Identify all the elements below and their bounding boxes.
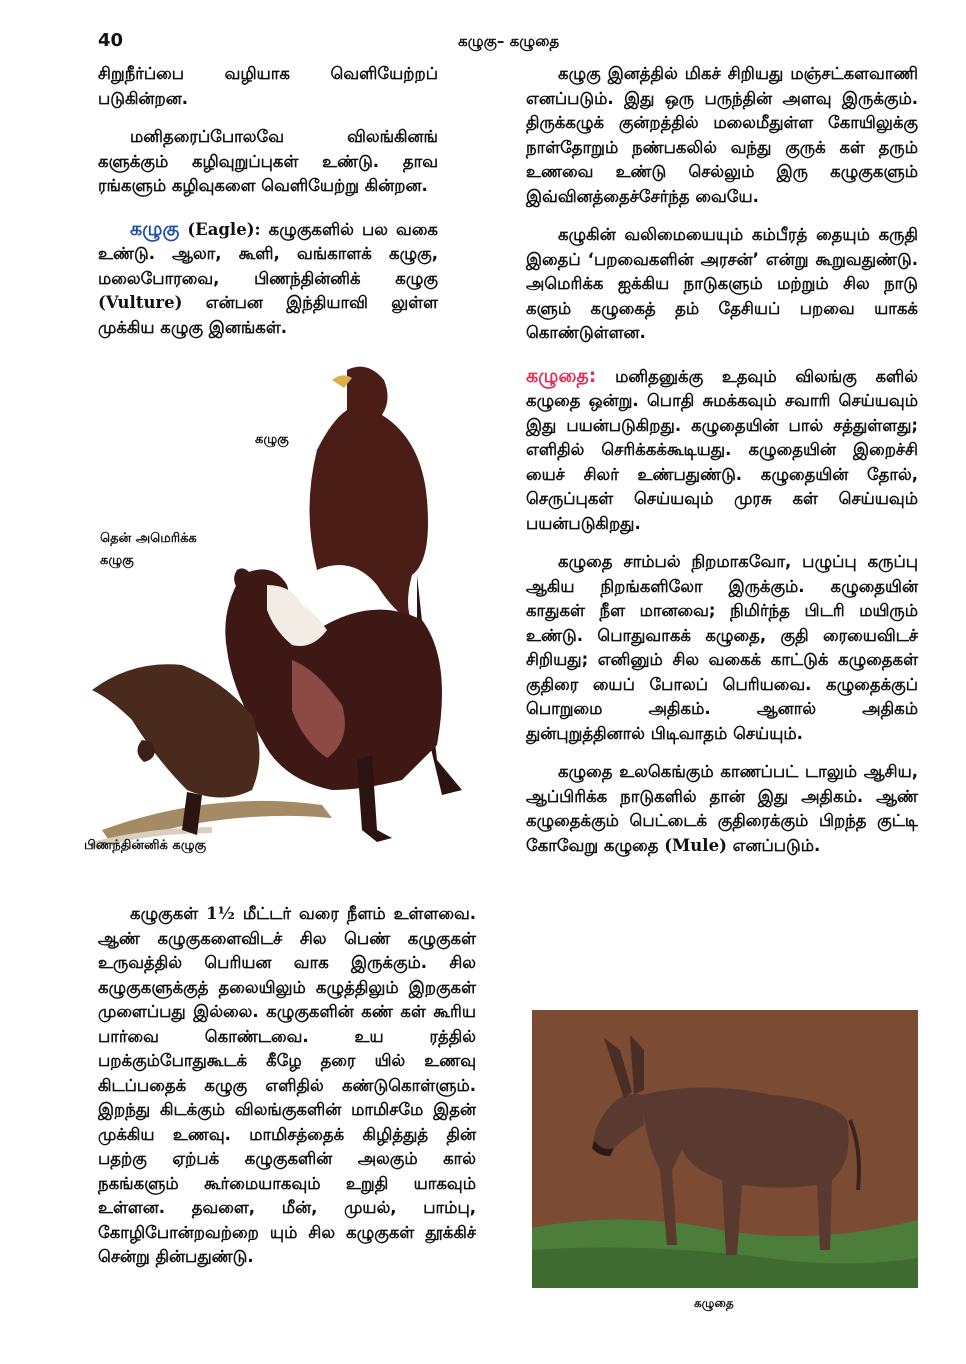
eagle-english: (Eagle):	[187, 219, 261, 239]
text: மீட்டர் வரை நீளம் உள்ளவை. ஆண் கழுகுகளைவிடச் சில பெண் கழுகுகள் உருவத்தில் பெரியன வாக இருக்கும். சில கழுகுகளுக்குத் தலையிலும் கழுத்திலும் இறகுகள் முளைப்பது இல்லை. கழுகுகளின் கண் கள் கூரிய பார்வை கொண்டவை. உய ரத்தில் பறக்கும்போதுகூடக் கீழே தரை யில் உணவு கிடப்பதைக் கழுகு எளிதில் கண்டுகொள்ளும். இறந்து கிடக்கும் விலங்குகளின் மாமிசமே இதன் முக்கிய உணவு. மாமிசத்தைக் கிழித்துத் தின் பதற்கு ஏற்பக் கழுகுகளின் அலகும் கால் நகங்களும் கூர்மையாகவும் உறுதி யாகவும் உள்ளன. தவளை, மீன், முயல், பாம்பு, கோழிபோன்றவற்றை யும் சில கழுகுகள் தூக்கிச் சென்று தின்பதுண்டு.	[98, 904, 477, 1266]
eagle-caption: கழுகு	[255, 432, 289, 447]
text: கழுகுகள்	[130, 904, 199, 923]
page-header	[98, 30, 918, 58]
paragraph: கழுகு இனத்தில் மிகச் சிறியது மஞ்சட்களவாணி எனப்படும். இது ஒரு பருந்தின் அளவு இருக்கும். திருக்கழுக் குன்றத்தில் மலைமீதுள்ள கோயிலுக்கு நாள்தோறும் நண்பகலில் வந்து குருக் கள் தரும் உணவை உண்டு செல்லும் இரு கழுகுகளும் இவ்வினத்தைச்சேர்ந்த வையே.	[526, 64, 918, 206]
donkey-caption: கழுதை	[694, 1296, 734, 1310]
donkey-image	[532, 1010, 918, 1288]
eagle-paragraph	[98, 217, 438, 341]
birds-image	[92, 360, 492, 860]
paragraph	[526, 760, 918, 858]
donkey-paragraph	[526, 364, 918, 537]
paragraph	[98, 902, 476, 1270]
donkey-illustration	[532, 1010, 918, 1288]
condor-caption-text: தென் அமெரிக்க கழுகு	[100, 531, 197, 568]
vulture-caption: பிணந்தின்னிக் கழுகு	[84, 838, 207, 853]
birds-illustration	[92, 360, 492, 860]
page-number: 40	[98, 30, 124, 51]
paragraph: சிறுநீர்ப்பை வழியாக வெளியேற்றப் படுகின்றன.	[98, 64, 438, 108]
condor-caption	[100, 528, 230, 572]
paragraph: மனிதரைப்போலவே விலங்கினங் களுக்கும் கழிவுறுப்புகள் உண்டு. தாவ ரங்களும் கழிவுகளை வெளியேற்று கின்றன.	[98, 127, 438, 195]
mule-english: (Mule)	[664, 835, 727, 855]
fraction: 1½	[206, 904, 235, 923]
left-column-bottom	[98, 902, 476, 1284]
donkey-term: கழுதை:	[526, 364, 597, 387]
right-column	[526, 62, 918, 872]
paragraph: கழுகின் வலிமையையும் கம்பீரத் தையும் கருதி இதைப் ‘பறவைகளின் அரசன்’ என்று கூறுவதுண்டு. அமெரிக்க ஐக்கிய நாடுகளும் மற்றும் சில நாடு களும் கழுகைத் தம் தேசியப் பறவை யாகக் கொண்டுள்ளன.	[526, 225, 918, 342]
eagle-term: கழுகு	[130, 217, 180, 240]
text: கழுதை உலகெங்கும் காணப்பட் டாலும் ஆசிய, ஆப்பிரிக்க நாடுகளில் தான் இது அதிகம். ஆண் கழுதைக்கும் பெட்டைக் குதிரைக்கும் பிறந்த குட்டி கோவேறு கழுதை	[526, 762, 918, 855]
text: எனப்படும்.	[732, 835, 821, 855]
left-column-top	[98, 62, 438, 354]
text: கழுகுகளில் பல வகை உண்டு. ஆலா, கூளி, வங்காளக் கழுகு, மலைபோரவை, பிணந்தின்னிக் கழுகு	[98, 219, 438, 288]
paragraph: கழுதை சாம்பல் நிறமாகவோ, பழுப்பு கருப்பு ஆகிய நிறங்களிலோ இருக்கும். கழுதையின் காதுகள் நீள மானவை; நிமிர்ந்த பிடரி மயிரும் உண்டு. பொதுவாகக் கழுதை, குதி ரையைவிடச் சிறியது; எனினும் சில வகைக் காட்டுக் கழுதைகள் குதிரை யைப் போலப் பெரியவை. கழுதைக்குப் பொறுமை அதிகம். ஆனால் அதிகம் துன்புறுத்தினால் பிடிவாதம் செய்யும்.	[526, 552, 918, 743]
vulture-english: (Vulture)	[98, 293, 183, 312]
text: மனிதனுக்கு உதவும் விலங்கு களில் கழுதை ஒன்று. பொதி சுமக்கவும் சவாரி செய்யவும் இது பயன்படுகிறது. கழுதையின் பால் சத்துள்ளது; எளிதில் செரிக்கக்கூடியது. கழுதையின் இறைச்சி யைச் சிலர் உண்பதுண்டு. கழுதையின் தோல், செருப்புகள் செய்யவும் முரசு கள் செய்யவும் பயன்படுகிறது.	[526, 366, 918, 533]
text: என்பன இந்தியாவி லுள்ள முக்கிய கழுகு இனங்கள்.	[98, 293, 438, 337]
running-head: கழுகு– கழுதை	[458, 32, 560, 50]
